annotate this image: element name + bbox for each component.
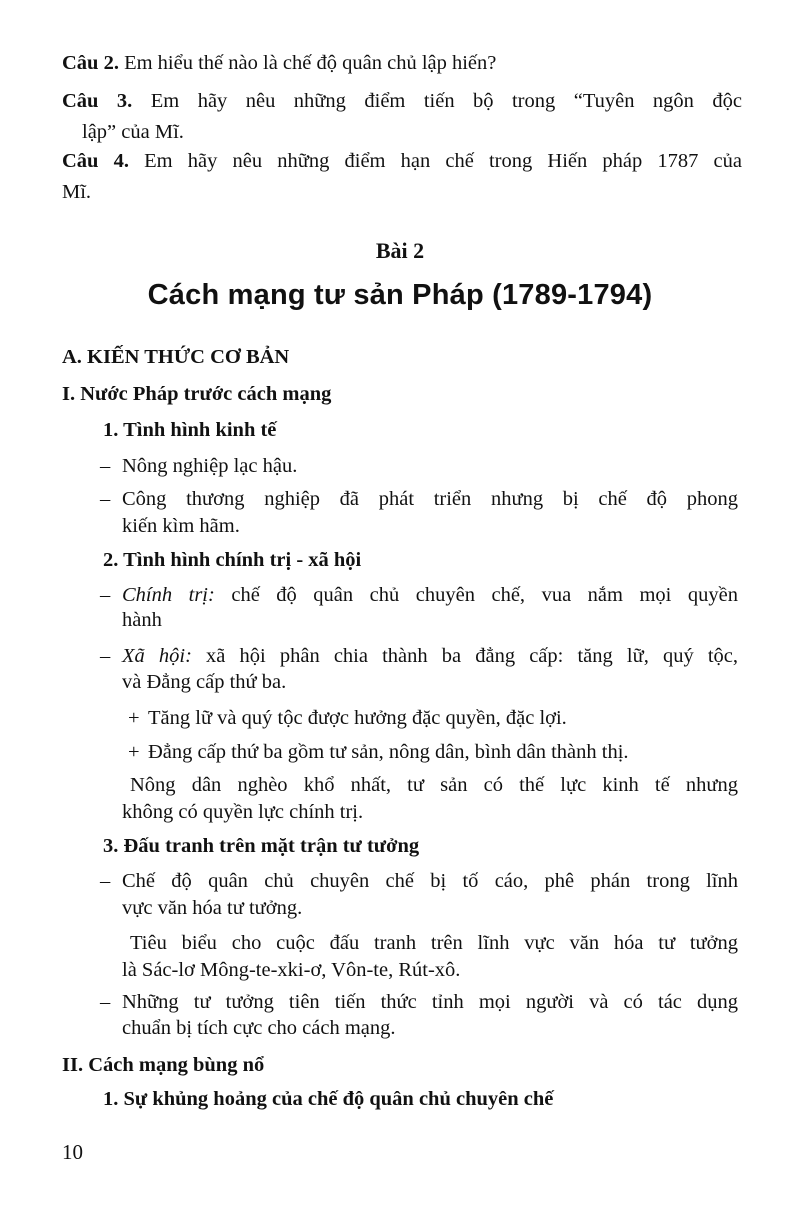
question-text: Em hãy nêu những điểm hạn chế trong Hiến pháp 1787 của [144, 150, 742, 172]
bullet-dash: – [100, 991, 111, 1013]
page-number: 10 [62, 1140, 83, 1164]
bullet-dash: – [100, 584, 111, 606]
bullet-text-continued: vực văn hóa tư tưởng. [122, 897, 303, 919]
question-label: Câu 3. [62, 90, 133, 112]
bullet-text-continued: kiến kìm hãm. [122, 515, 240, 537]
term: Chính trị: [122, 584, 215, 606]
paragraph-continued: là Sác-lơ Mông-te-xki-ơ, Vôn-te, Rút-xô. [122, 959, 461, 981]
part-heading: I. Nước Pháp trước cách mạng [62, 383, 332, 405]
term: Xã hội: [122, 645, 192, 667]
sub-bullet-text: Tăng lữ và quý tộc được hưởng đặc quyền, đặc lợi. [148, 707, 567, 729]
bullet-text: Những tư tưởng tiên tiến thức tỉnh mọi người và có tác dụng [122, 991, 738, 1013]
bullet-text: Công thương nghiệp đã phát triển nhưng bị chế độ phong [122, 488, 738, 510]
question-text-continued: lập” của Mĩ. [82, 121, 184, 143]
subsection-heading: 1. Sự khủng hoảng của chế độ quân chủ chuyên chế [103, 1088, 554, 1110]
question-2 [62, 48, 742, 79]
question-4 [62, 146, 742, 208]
bullet-dash: – [100, 488, 111, 510]
paragraph-continued: không có quyền lực chính trị. [122, 801, 364, 823]
plus-marker: + [128, 707, 140, 729]
question-text: Em hiểu thế nào là chế độ quân chủ lập hiến? [124, 52, 497, 74]
subsection-heading: 1. Tình hình kinh tế [103, 419, 277, 441]
question-3 [62, 86, 742, 148]
sub-bullet-text: Đẳng cấp thứ ba gồm tư sản, nông dân, bình dân thành thị. [148, 741, 629, 763]
paragraph: Tiêu biểu cho cuộc đấu tranh trên lĩnh vực văn hóa tư tưởng [130, 932, 738, 954]
subsection-heading: 3. Đấu tranh trên mặt trận tư tưởng [103, 835, 420, 857]
question-text: Em hãy nêu những điểm tiến bộ trong “Tuyên ngôn độc [150, 90, 742, 112]
bullet-text: Nông nghiệp lạc hậu. [122, 455, 298, 477]
question-label: Câu 4. [62, 150, 129, 172]
bullet-text: Chính trị: chế độ quân chủ chuyên chế, vua nắm mọi quyền [122, 584, 738, 606]
plus-marker: + [128, 741, 140, 763]
subsection-heading: 2. Tình hình chính trị - xã hội [103, 549, 362, 571]
bullet-text-continued: và Đẳng cấp thứ ba. [122, 671, 287, 693]
bullet-text: Xã hội: xã hội phân chia thành ba đẳng cấp: tăng lữ, quý tộc, [122, 645, 738, 667]
question-label: Câu 2. [62, 52, 119, 74]
bullet-dash: – [100, 455, 111, 477]
section-heading: A. KIẾN THỨC CƠ BẢN [62, 346, 290, 368]
part-heading: II. Cách mạng bùng nổ [62, 1054, 265, 1076]
bullet-dash: – [100, 645, 111, 667]
bullet-text-continued: chuẩn bị tích cực cho cách mạng. [122, 1017, 396, 1039]
lesson-title: Cách mạng tư sản Pháp (1789-1794) [147, 279, 653, 311]
bullet-text-continued: hành [122, 609, 162, 631]
paragraph: Nông dân nghèo khổ nhất, tư sản có thế lực kinh tế nhưng [130, 774, 738, 796]
lesson-number: Bài 2 [375, 238, 425, 263]
bullet-dash: – [100, 870, 111, 892]
bullet-text: Chế độ quân chủ chuyên chế bị tố cáo, phê phán trong lĩnh [122, 870, 738, 892]
question-text-continued: Mĩ. [62, 181, 92, 203]
